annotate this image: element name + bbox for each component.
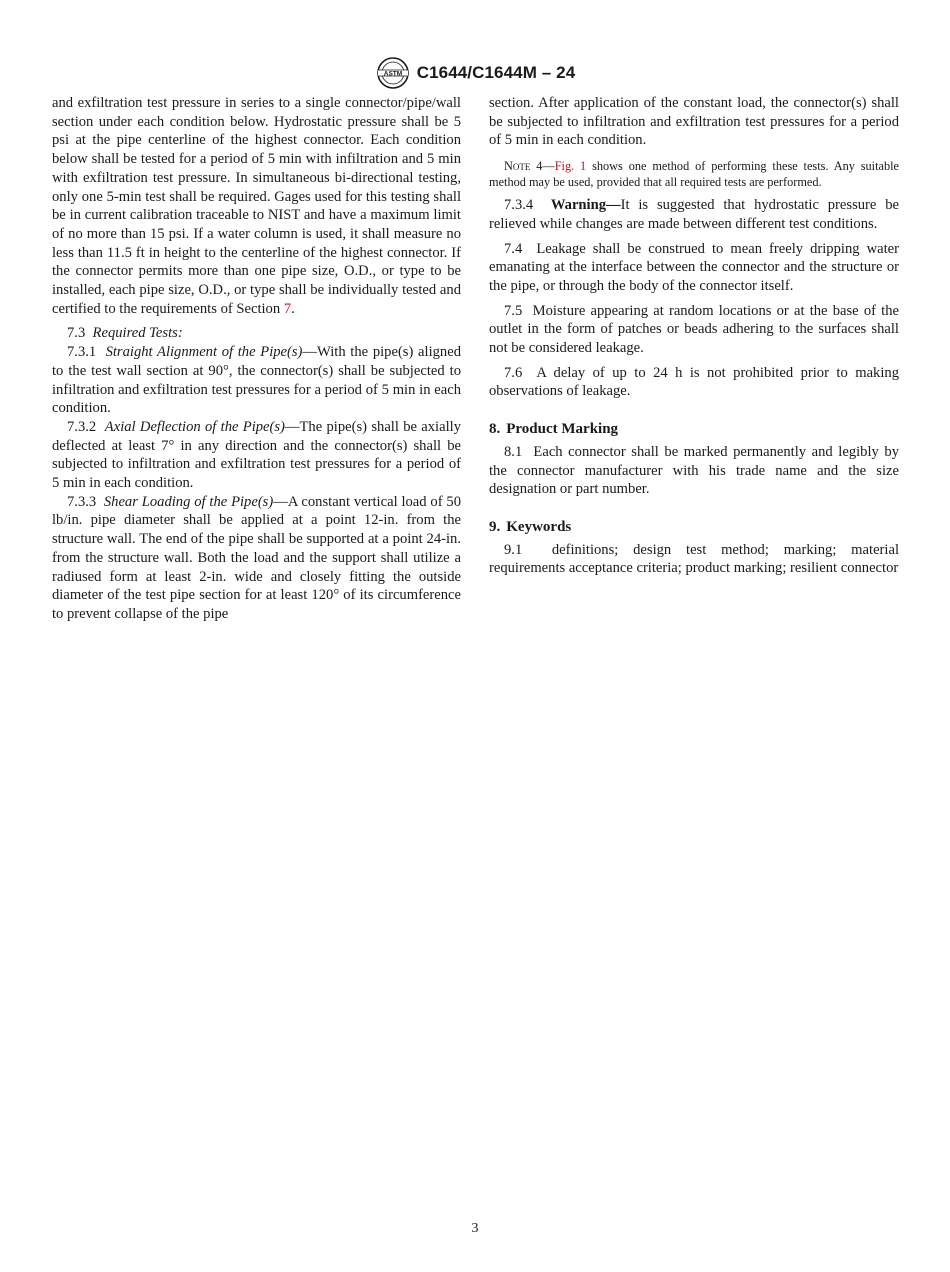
paragraph-shear-continue: section. After application of the constant load, the connector(s) shall be subjected to infiltration and exfiltration test pressures for a period of 5 min in each condition. [489, 95, 899, 149]
fig-1-link[interactable]: Fig. 1 [554, 159, 587, 174]
section-7-3-3: 7.3.3 Shear Loading of the Pipe(s)—A constant vertical load of 50 lb/in. pipe diameter shall be applied at a point 12-in. from the structure wall. The end of the pipe shall be supported at a point 24-in. from the structure wall. Both the load and the support shall utilize a radiused form at least 2-in. wide and closely fitting the outside diameter of the test pipe section for at least 120° of its circumference to prevent collapse of the pipe [52, 493, 461, 622]
section-7-3-1: 7.3.1 Straight Alignment of the Pipe(s)—With the pipe(s) aligned to the test wall section at 90°, the connector(s) shall be subjected to infiltration and exfiltration test pressures for a period of 5 min in each condition. [52, 344, 461, 417]
note-4: Note 4—Fig. 1 shows one method of performing these tests. Any suitable method may be used, provided that all required tests are performed. [489, 159, 899, 189]
right-column [489, 94, 899, 578]
astm-logo-icon [375, 56, 411, 90]
section-7-6: 7.6 A delay of up to 24 h is not prohibited prior to making observations of leakage. [489, 364, 899, 400]
page-header [0, 56, 950, 90]
section-9-1: 9.1 definitions; design test method; marking; material requirements acceptance criteria; product marking; resilient connector [489, 541, 899, 577]
paragraph-test-pressure: and exfiltration test pressure in series to a single connector/pipe/wall section under each condition below. Hydrostatic pressure shall be 5 psi at the pipe centerline of the highest connector. Each condition below shall be tested for a period of 5 min with infiltration and 5 min with exfiltration test pressure. In simultaneous bi-directional testing, only one 5-min test shall be required. Gages used for this testing shall be in current calibration traceable to NIST and have a maximum limit of no more than 15 psi. If a water column is used, it shall measure no less than 11.5 ft in height to the centerline of the highest connector. If the connector permits more than one pipe size, O.D., or type to be installed, each pipe size, O.D., or type shall be individually tested and certified to the requirements of Section 7. [52, 95, 461, 317]
section-7-3: 7.3 Required Tests: [67, 325, 183, 342]
section-7-5: 7.5 Moisture appearing at random locations or at the base of the outlet in the form of patches or beads adhering to the surfaces shall not be considered leakage. [489, 302, 900, 357]
section-7-3-2: 7.3.2 Axial Deflection of the Pipe(s)—The pipe(s) shall be axially deflected at least 7° in any direction and the connector(s) shall be subjected to infiltration and exfiltration test pressures for a period of 5 min in each condition. [52, 418, 461, 492]
section-7-3-4: 7.3.4 Warning—It is suggested that hydrostatic pressure be relieved while changes are made between different test conditions. [489, 197, 899, 232]
logo-text: ASTM [383, 70, 402, 78]
document-id: C1644/C1644M – 24 [416, 62, 576, 82]
section-7-4: 7.4 Leakage shall be construed to mean freely dripping water emanating at the interface between the connector and the structure or the pipe, or through the body of the connector itself. [489, 240, 900, 294]
section-9-heading: 9. Keywords [489, 518, 572, 535]
left-column [52, 94, 461, 624]
section-8-heading: 8. Product Marking [489, 421, 619, 438]
section-8-1: 8.1 Each connector shall be marked permanently and legibly by the connector manufacturer with his trade name and the size designation or part number. [489, 443, 900, 498]
page-number: 3 [471, 1221, 479, 1236]
section-7-link[interactable]: 7 [283, 300, 292, 317]
